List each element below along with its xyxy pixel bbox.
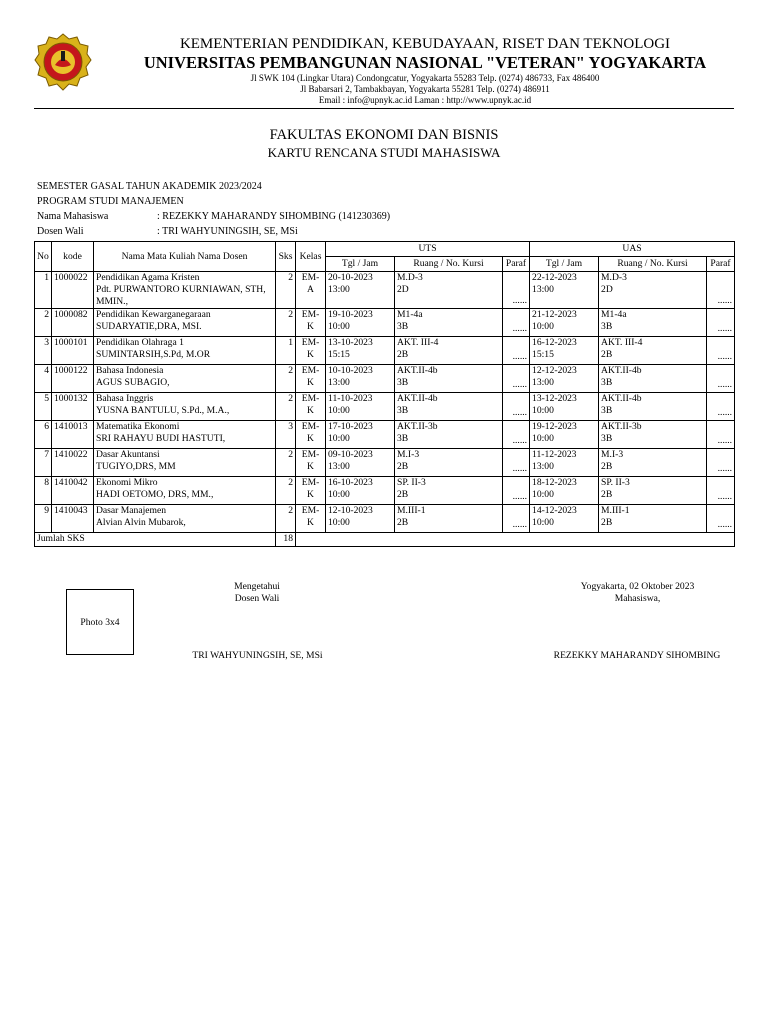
student-row <box>37 211 437 223</box>
row-kelas <box>296 365 326 393</box>
uts-date: 09-10-2023 <box>328 449 373 460</box>
row-course-cell <box>94 449 276 477</box>
uts-paraf-dots: ...... <box>512 379 528 390</box>
table-row <box>35 337 735 365</box>
uts-time: 13:00 <box>328 377 350 388</box>
row-kelas <box>296 337 326 365</box>
row-no: 1 <box>35 272 52 309</box>
course-name: Ekonomi Mikro <box>96 477 158 488</box>
uts-room-cell <box>395 477 503 505</box>
place-date: Yogyakarta, 02 Oktober 2023 <box>580 581 695 592</box>
uts-datetime <box>326 505 395 533</box>
uas-seat: 2D <box>601 284 613 295</box>
col-nama: Nama Mata Kuliah Nama Dosen <box>94 242 276 272</box>
uts-time: 10:00 <box>328 489 350 500</box>
advisor-row <box>37 226 437 238</box>
uts-room: AKT.II-4b <box>397 393 438 404</box>
uts-room: M.I-3 <box>397 449 420 460</box>
uas-datetime <box>530 309 599 337</box>
uas-room-cell <box>599 421 707 449</box>
row-course-cell <box>94 337 276 365</box>
total-label: Jumlah SKS <box>35 533 276 547</box>
uas-paraf-dots: ...... <box>717 407 733 418</box>
uas-paraf <box>707 393 735 421</box>
study-plan-table <box>34 241 735 547</box>
total-filler <box>296 533 735 547</box>
row-no: 5 <box>35 393 52 421</box>
uas-room-cell <box>599 309 707 337</box>
uas-room-cell <box>599 365 707 393</box>
uts-time: 10:00 <box>328 321 350 332</box>
uas-paraf-dots: ...... <box>717 379 733 390</box>
uas-seat: 3B <box>601 433 613 444</box>
row-no: 7 <box>35 449 52 477</box>
uts-room: AKT.II-4b <box>397 365 438 376</box>
row-kode: 1000082 <box>52 309 94 337</box>
uas-paraf-dots: ...... <box>717 463 733 474</box>
row-sks: 1 <box>276 337 296 365</box>
uas-paraf-dots: ...... <box>717 351 733 362</box>
uas-paraf <box>707 421 735 449</box>
uts-time: 10:00 <box>328 517 350 528</box>
row-kode: 1000122 <box>52 365 94 393</box>
uts-room-cell <box>395 272 503 309</box>
table-row <box>35 393 735 421</box>
row-kode: 1410013 <box>52 421 94 449</box>
kelas-line-2: K <box>307 377 314 388</box>
header-row <box>35 242 735 257</box>
photo-label: Photo 3x4 <box>80 616 120 628</box>
uas-room-cell <box>599 477 707 505</box>
uas-room: M.I-3 <box>601 449 624 460</box>
row-course-cell <box>94 272 276 309</box>
kelas-line-1: EM- <box>301 337 320 348</box>
uas-paraf <box>707 449 735 477</box>
student-sign-label: Mahasiswa, <box>614 593 661 604</box>
uts-room-cell <box>395 365 503 393</box>
row-no: 2 <box>35 309 52 337</box>
uas-seat: 2B <box>601 517 613 528</box>
table-row <box>35 477 735 505</box>
uas-date: 21-12-2023 <box>532 309 577 320</box>
uas-room-cell <box>599 337 707 365</box>
uas-paraf <box>707 337 735 365</box>
uas-room: M1-4a <box>601 309 627 320</box>
col-uas: UAS <box>530 242 735 257</box>
kelas-line-1: EM- <box>301 449 320 460</box>
row-course-cell <box>94 393 276 421</box>
row-sks: 2 <box>276 309 296 337</box>
kelas-line-1: EM- <box>301 393 320 404</box>
program-line: PROGRAM STUDI MANAJEMEN <box>37 196 184 207</box>
kelas-line-2: K <box>307 461 314 472</box>
lecturer-name: AGUS SUBAGIO, <box>96 377 170 388</box>
row-sks: 2 <box>276 272 296 309</box>
col-kode: kode <box>52 242 94 272</box>
uts-date: 20-10-2023 <box>328 272 373 283</box>
uas-room: SP. II-3 <box>601 477 630 488</box>
uts-seat: 3B <box>397 321 409 332</box>
row-kelas <box>296 421 326 449</box>
uts-date: 16-10-2023 <box>328 477 373 488</box>
advisor-sign-name: TRI WAHYUNINGSIH, SE, MSi <box>192 650 323 661</box>
row-course-cell <box>94 477 276 505</box>
uts-datetime <box>326 421 395 449</box>
row-kode: 1000132 <box>52 393 94 421</box>
kelas-line-2: K <box>307 405 314 416</box>
uas-paraf <box>707 272 735 309</box>
uts-seat: 2B <box>397 517 409 528</box>
uas-time: 10:00 <box>532 433 554 444</box>
uts-room: M.III-1 <box>397 505 426 516</box>
uts-room: SP. II-3 <box>397 477 426 488</box>
table-row <box>35 365 735 393</box>
uas-time: 13:00 <box>532 461 554 472</box>
uts-seat: 3B <box>397 433 409 444</box>
uts-datetime <box>326 477 395 505</box>
uts-paraf <box>503 477 530 505</box>
uas-paraf-dots: ...... <box>717 491 733 502</box>
lecturer-name: TUGIYO,DRS, MM <box>96 461 176 472</box>
uts-date: 10-10-2023 <box>328 365 373 376</box>
row-kelas <box>296 505 326 533</box>
uas-paraf-dots: ...... <box>717 519 733 530</box>
row-course-cell <box>94 421 276 449</box>
uas-room-cell <box>599 272 707 309</box>
uas-seat: 3B <box>601 321 613 332</box>
uts-paraf-header: Paraf <box>503 257 530 272</box>
university-name: UNIVERSITAS PEMBANGUNAN NASIONAL "VETERAN" YOGYAKARTA <box>143 53 707 72</box>
kelas-line-1: EM- <box>301 421 320 432</box>
uas-date: 16-12-2023 <box>532 337 577 348</box>
uas-time: 13:00 <box>532 284 554 295</box>
row-no: 9 <box>35 505 52 533</box>
lecturer-name: Alvian Alvin Mubarok, <box>96 517 186 528</box>
uas-time: 10:00 <box>532 405 554 416</box>
uts-date: 11-10-2023 <box>328 393 373 404</box>
uts-room: AKT.II-3b <box>397 421 438 432</box>
lecturer-name: YUSNA BANTULU, S.Pd., M.A., <box>96 405 230 416</box>
uas-ruang-header: Ruang / No. Kursi <box>599 257 707 272</box>
uas-seat: 3B <box>601 405 613 416</box>
uas-date: 12-12-2023 <box>532 365 577 376</box>
ministry-name: KEMENTERIAN PENDIDIKAN, KEBUDAYAAN, RISET DAN TEKNOLOGI <box>179 36 671 52</box>
row-kode: 1410022 <box>52 449 94 477</box>
course-name: Matematika Ekonomi <box>96 421 180 432</box>
table-row <box>35 272 735 309</box>
course-name: Dasar Manajemen <box>96 505 167 516</box>
uts-datetime <box>326 449 395 477</box>
uts-seat: 2B <box>397 349 409 360</box>
row-no: 3 <box>35 337 52 365</box>
uts-date: 13-10-2023 <box>328 337 373 348</box>
course-name: Pendidikan Olahraga 1 <box>96 337 184 348</box>
kelas-line-2: K <box>307 321 314 332</box>
uts-time: 13:00 <box>328 461 350 472</box>
uas-datetime <box>530 505 599 533</box>
uts-paraf <box>503 505 530 533</box>
uas-room: AKT. III-4 <box>601 337 643 348</box>
course-name: Pendidikan Kewarganegaraan <box>96 309 211 320</box>
uas-seat: 2B <box>601 489 613 500</box>
uts-room: AKT. III-4 <box>397 337 439 348</box>
uas-tgl-header: Tgl / Jam <box>530 257 599 272</box>
row-sks: 2 <box>276 449 296 477</box>
uas-room-cell <box>599 393 707 421</box>
kelas-line-1: EM- <box>301 272 320 283</box>
row-sks: 2 <box>276 393 296 421</box>
row-kelas <box>296 309 326 337</box>
uts-paraf-dots: ...... <box>512 491 528 502</box>
uts-seat: 2B <box>397 489 409 500</box>
advisor-value: : TRI WAHYUNINGSIH, SE, MSi <box>157 226 298 237</box>
row-no: 8 <box>35 477 52 505</box>
uas-seat: 3B <box>601 377 613 388</box>
uas-datetime <box>530 449 599 477</box>
uas-paraf <box>707 505 735 533</box>
row-sks: 3 <box>276 421 296 449</box>
uas-paraf-header: Paraf <box>707 257 735 272</box>
uts-paraf-dots: ...... <box>512 295 528 306</box>
uts-paraf-dots: ...... <box>512 463 528 474</box>
table-row <box>35 505 735 533</box>
uts-room: M.D-3 <box>397 272 423 283</box>
uas-paraf <box>707 309 735 337</box>
uts-room: M1-4a <box>397 309 423 320</box>
uts-datetime <box>326 309 395 337</box>
kelas-line-2: K <box>307 517 314 528</box>
uts-room-cell <box>395 421 503 449</box>
uts-seat: 2D <box>397 284 409 295</box>
semester-line: SEMESTER GASAL TAHUN AKADEMIK 2023/2024 <box>37 181 262 192</box>
uts-paraf <box>503 449 530 477</box>
row-kode: 1410042 <box>52 477 94 505</box>
uts-seat: 2B <box>397 461 409 472</box>
uts-tgl-header: Tgl / Jam <box>326 257 395 272</box>
course-name: Pendidikan Agama Kristen <box>96 272 200 283</box>
row-kelas <box>296 477 326 505</box>
contact-line: Email : info@upnyk.ac.id Laman : http://www.upnyk.ac.id <box>318 95 532 105</box>
uts-paraf <box>503 421 530 449</box>
uas-room: M.D-3 <box>601 272 627 283</box>
student-value: : REZEKKY MAHARANDY SIHOMBING (141230369) <box>157 211 391 222</box>
uas-room-cell <box>599 449 707 477</box>
uts-time: 15:15 <box>328 349 350 360</box>
uas-paraf-dots: ...... <box>717 435 733 446</box>
row-kelas <box>296 393 326 421</box>
uas-datetime <box>530 421 599 449</box>
lecturer-name: SUDARYATIE,DRA, MSI. <box>96 321 202 332</box>
uas-room: AKT.II-3b <box>601 421 642 432</box>
document-title: KARTU RENCANA STUDI MAHASISWA <box>267 145 501 160</box>
row-sks: 2 <box>276 477 296 505</box>
uts-date: 12-10-2023 <box>328 505 373 516</box>
header-divider <box>34 108 734 109</box>
kelas-line-1: EM- <box>301 477 320 488</box>
university-logo <box>34 33 92 91</box>
row-kelas <box>296 272 326 309</box>
uas-time: 10:00 <box>532 321 554 332</box>
uas-time: 13:00 <box>532 377 554 388</box>
uts-paraf-dots: ...... <box>512 435 528 446</box>
table-row <box>35 309 735 337</box>
col-sks: Sks <box>276 242 296 272</box>
uts-datetime <box>326 337 395 365</box>
row-course-cell <box>94 505 276 533</box>
total-sks: 18 <box>276 533 296 547</box>
uts-paraf <box>503 365 530 393</box>
uts-paraf <box>503 272 530 309</box>
uts-room-cell <box>395 309 503 337</box>
row-course-cell <box>94 309 276 337</box>
lecturer-name: SRI RAHAYU BUDI HASTUTI, <box>96 433 226 444</box>
uts-paraf-dots: ...... <box>512 323 528 334</box>
kelas-line-2: K <box>307 489 314 500</box>
uas-paraf <box>707 365 735 393</box>
uts-date: 19-10-2023 <box>328 309 373 320</box>
row-kode: 1000022 <box>52 272 94 309</box>
row-sks: 2 <box>276 505 296 533</box>
uas-time: 15:15 <box>532 349 554 360</box>
row-kode: 1000101 <box>52 337 94 365</box>
uas-room-cell <box>599 505 707 533</box>
uts-paraf <box>503 393 530 421</box>
uts-room-cell <box>395 337 503 365</box>
faculty-title: FAKULTAS EKONOMI DAN BISNIS <box>269 127 499 143</box>
student-label: Nama Mahasiswa <box>37 211 109 222</box>
kelas-line-1: EM- <box>301 309 320 320</box>
uas-paraf-dots: ...... <box>717 323 733 334</box>
uts-ruang-header: Ruang / No. Kursi <box>395 257 503 272</box>
uts-room-cell <box>395 449 503 477</box>
uas-date: 19-12-2023 <box>532 421 577 432</box>
uas-paraf <box>707 477 735 505</box>
uts-time: 10:00 <box>328 405 350 416</box>
row-kelas <box>296 449 326 477</box>
uas-time: 10:00 <box>532 517 554 528</box>
student-sign-name: REZEKKY MAHARANDY SIHOMBING <box>553 650 721 661</box>
advisor-sign-label: Dosen Wali <box>234 593 280 604</box>
total-row <box>35 533 735 547</box>
address-line-2: Jl Babarsari 2, Tambakbayan, Yogyakarta 55281 Telp. (0274) 486911 <box>300 84 550 94</box>
uts-date: 17-10-2023 <box>328 421 373 432</box>
uts-paraf <box>503 309 530 337</box>
kelas-line-2: K <box>307 349 314 360</box>
uas-paraf-dots: ...... <box>717 295 733 306</box>
uas-time: 10:00 <box>532 489 554 500</box>
uts-datetime <box>326 272 395 309</box>
uas-datetime <box>530 477 599 505</box>
table-row <box>35 421 735 449</box>
uas-datetime <box>530 272 599 309</box>
row-course-cell <box>94 365 276 393</box>
uts-datetime <box>326 393 395 421</box>
kelas-line-2: A <box>307 284 314 295</box>
uas-room: AKT.II-4b <box>601 393 642 404</box>
course-name: Bahasa Inggris <box>96 393 154 404</box>
advisor-label: Dosen Wali <box>37 226 84 237</box>
uas-date: 11-12-2023 <box>532 449 577 460</box>
uas-datetime <box>530 393 599 421</box>
uas-datetime <box>530 337 599 365</box>
uts-room-cell <box>395 505 503 533</box>
uas-seat: 2B <box>601 461 613 472</box>
uts-seat: 3B <box>397 405 409 416</box>
uas-datetime <box>530 365 599 393</box>
kelas-line-2: K <box>307 433 314 444</box>
course-name: Bahasa Indonesia <box>96 365 164 376</box>
course-name: Dasar Akuntansi <box>96 449 160 460</box>
uts-datetime <box>326 365 395 393</box>
row-no: 6 <box>35 421 52 449</box>
col-no: No <box>35 242 52 272</box>
uts-paraf <box>503 337 530 365</box>
address-line-1: Jl SWK 104 (Lingkar Utara) Condongcatur, Yogyakarta 55283 Telp. (0274) 486733, Fax 486400 <box>250 73 600 83</box>
uts-paraf-dots: ...... <box>512 407 528 418</box>
uas-date: 22-12-2023 <box>532 272 577 283</box>
row-kode: 1410043 <box>52 505 94 533</box>
col-kelas: Kelas <box>296 242 326 272</box>
col-uts: UTS <box>326 242 530 257</box>
uas-room: M.III-1 <box>601 505 630 516</box>
uas-date: 13-12-2023 <box>532 393 577 404</box>
uas-seat: 2B <box>601 349 613 360</box>
lecturer-name: HADI OETOMO, DRS, MM., <box>96 489 214 500</box>
uts-room-cell <box>395 393 503 421</box>
row-no: 4 <box>35 365 52 393</box>
uts-time: 10:00 <box>328 433 350 444</box>
uts-seat: 3B <box>397 377 409 388</box>
uas-room: AKT.II-4b <box>601 365 642 376</box>
uas-date: 18-12-2023 <box>532 477 577 488</box>
uts-paraf-dots: ...... <box>512 351 528 362</box>
uts-time: 13:00 <box>328 284 350 295</box>
table-row <box>35 449 735 477</box>
row-sks: 2 <box>276 365 296 393</box>
kelas-line-1: EM- <box>301 365 320 376</box>
kelas-line-1: EM- <box>301 505 320 516</box>
uas-date: 14-12-2023 <box>532 505 577 516</box>
university-seal-icon <box>34 33 92 91</box>
lecturer-name: Pdt. PURWANTORO KURNIAWAN, STH, MMIN., <box>96 284 266 307</box>
acknowledge-label: Mengetahui <box>234 581 280 592</box>
lecturer-name: SUMINTARSIH,S.Pd, M.OR <box>96 349 211 360</box>
photo-box <box>66 589 134 655</box>
uts-paraf-dots: ...... <box>512 519 528 530</box>
